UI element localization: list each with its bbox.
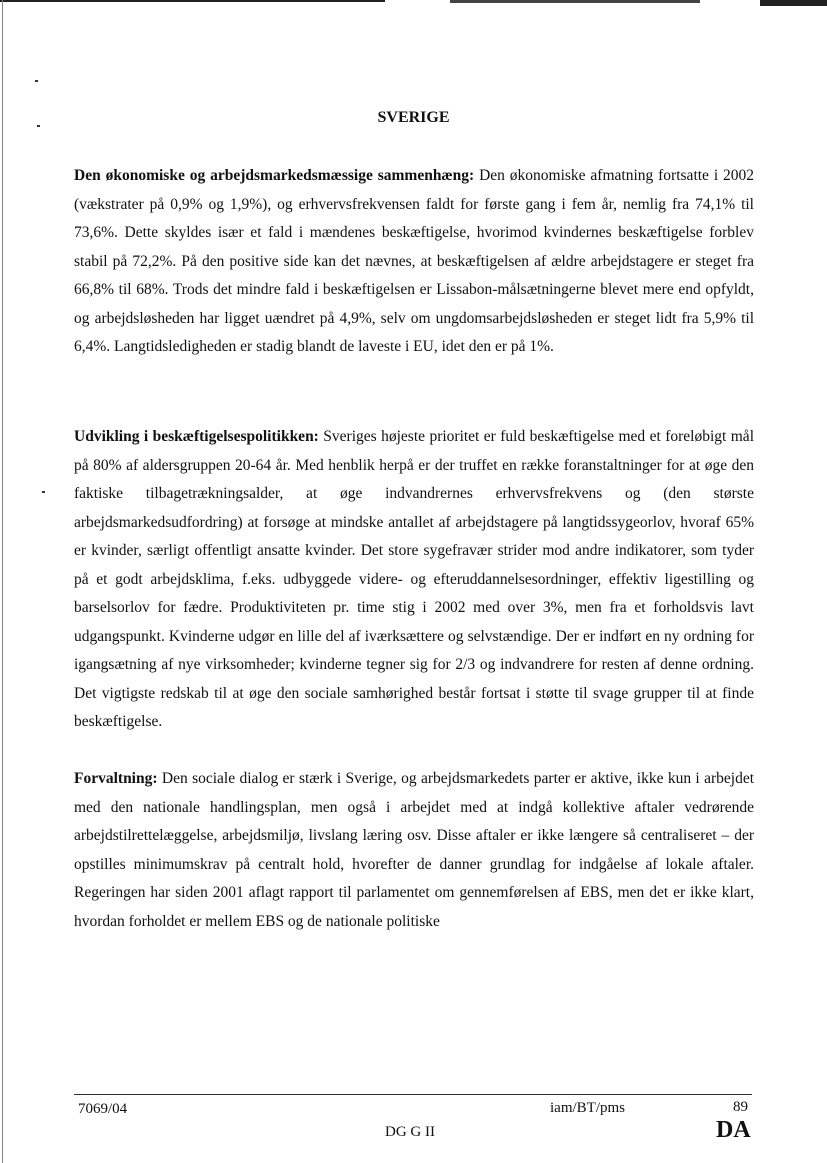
footer-doc-number: 7069/04 [78, 1101, 128, 1117]
footer-directorate: DG G II [385, 1124, 435, 1140]
section-body: Den sociale dialog er stærk i Sverige, og arbejdsmarkedets parter er aktive, ikke kun i arbejdet med den nationale handlingsplan, men også i arbejdet med at indgå kollektive aftaler vedrørende arbejdstilrettelæggelse, arbejdsmiljø, livslang læring osv. Disse aftaler er ikke længere så centraliseret – der opstilles minimumskrav på centralt hold, hvorefter de danner grundlag for indgåelse af lokale aftaler. Regeringen har siden 2001 aflagt rapport til parlamentet om gennemførelsen af EBS, men det er ikke klart, hvordan forholdet er mellem EBS og de nationale politiske [74, 770, 755, 930]
section-employment-policy [74, 423, 754, 737]
section-heading: Udvikling i beskæftigelsespolitikken: [74, 428, 319, 445]
scan-edge-top [0, 0, 827, 8]
section-heading: Den økonomiske og arbejdsmarkedsmæssige sammenhæng: [74, 167, 475, 184]
scan-edge-left [2, 0, 3, 1163]
scan-speck [35, 80, 38, 82]
page-title: SVERIGE [377, 109, 450, 126]
footer-divider [74, 1094, 752, 1095]
section-governance [74, 765, 754, 936]
scan-speck [42, 491, 45, 493]
footer-page-number: 89 [733, 1099, 748, 1115]
section-economic-context [74, 162, 754, 362]
section-heading: Forvaltning: [74, 770, 158, 787]
footer-reference: iam/BT/pms [550, 1100, 625, 1116]
section-body: Sveriges højeste prioritet er fuld beskæftigelse med et foreløbigt mål på 80% af aldersgruppen 20-64 år. Med henblik herpå er der truffet en række foranstaltninger for at øge den faktiske tilbagetrækningsalder, at øge indvandrernes erhvervsfrekvens og (den største arbejdsmarkedsudfordring) at forsøge at mindske antallet af arbejdstagere på langtidssygeorlov, hvoraf 65% er kvinder, særligt offentligt ansatte kvinder. Det store sygefravær strider mod andre indikatorer, som tyder på et godt arbejdsklima, f.eks. udbyggede videre- og efteruddannelsesordninger, effektiv ligestilling og barselsorlov for fædre. Produktiviteten pr. time stig i 2002 med over 3%, men fra et forholdsvis lavt udgangspunkt. Kvinderne udgør en lille del af iværksættere og selvstændige. Der er indført en ny ordning for igangsætning af nye virksomheder; kvinderne tegner sig for 2/3 og indvandrere for resten af denne ordning. Det vigtigste redskab til at øge den sociale samhørighed består fortsat i støtte til svage grupper til at finde beskæftigelse. [74, 428, 754, 730]
section-body: Den økonomiske afmatning fortsatte i 2002 (vækstrater på 0,9% og 1,9%), og erhvervsfrekvensen faldt for første gang i fem år, nemlig fra 74,1% til 73,6%. Dette skyldes især et fald i mændenes beskæftigelse, hvorimod kvindernes beskæftigelse forblev stabil på 72,2%. På den positive side kan det nævnes, at beskæftigelsen af ældre arbejdstagere er steget fra 66,8% til 68%. Trods det mindre fald i beskæftigelsen er Lissabon-målsætningerne blevet mere end opfyldt, og arbejdsløsheden har ligget uændret på 4,9%, selv om ungdomsarbejdsløsheden er steget lidt fra 5,9% til 6,4%. Langtidsledigheden er stadig blandt de laveste i EU, idet den er på 1%. [74, 167, 755, 355]
footer-language: DA [716, 1117, 751, 1143]
